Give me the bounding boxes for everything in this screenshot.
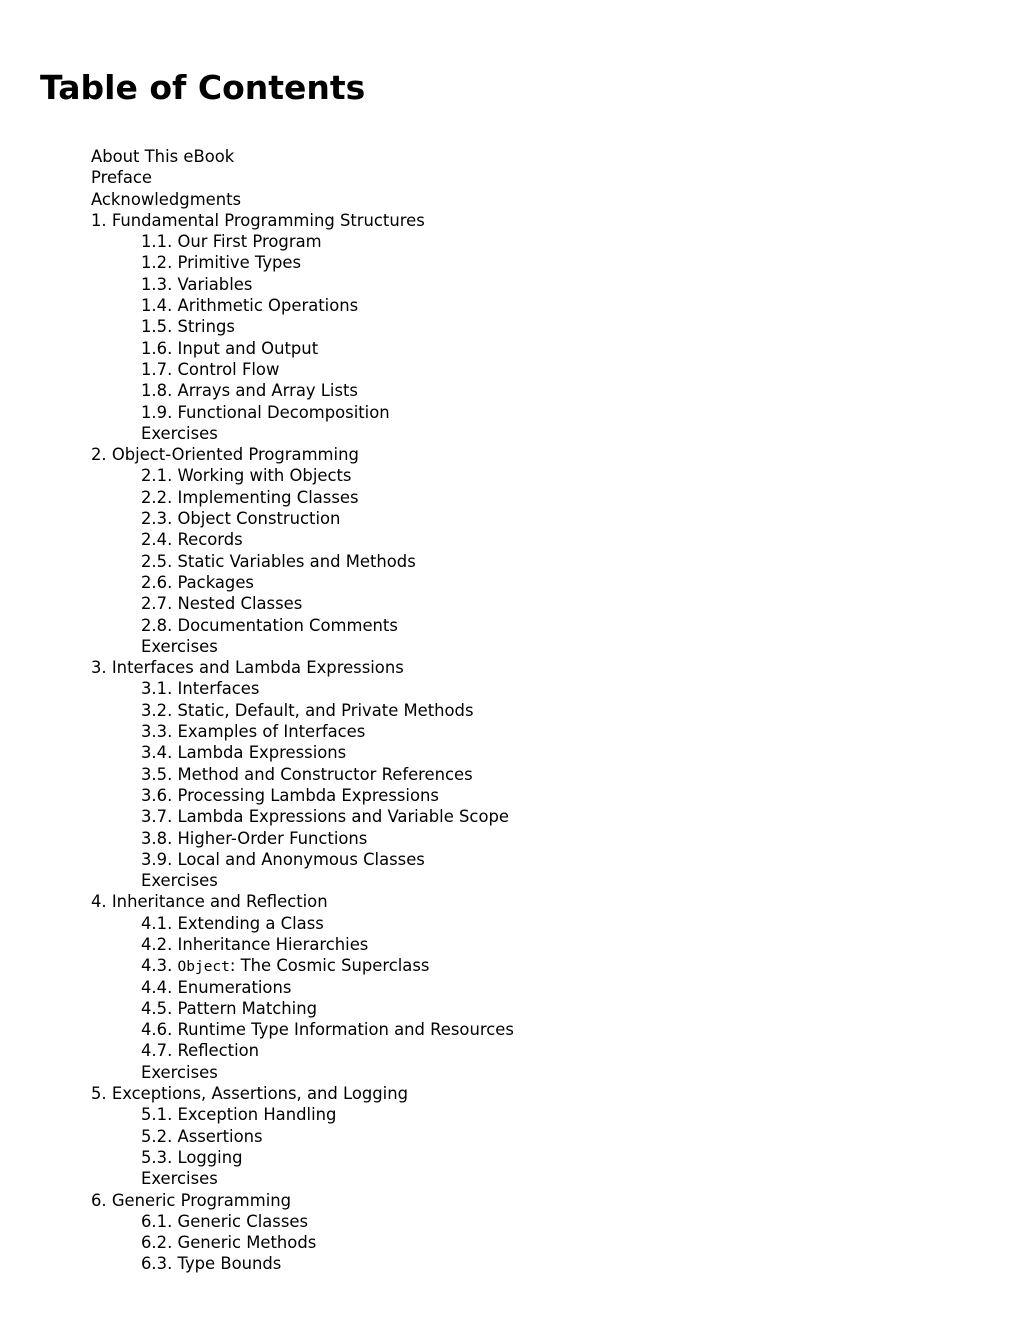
- toc-section-link[interactable]: 1.3. Variables: [141, 274, 253, 294]
- toc-section-link[interactable]: 4.1. Extending a Class: [141, 913, 324, 933]
- toc-section-link[interactable]: 2.1. Working with Objects: [141, 466, 352, 486]
- toc-chapter-link[interactable]: About This eBook: [91, 147, 235, 166]
- toc-section-link[interactable]: 2.2. Implementing Classes: [141, 487, 359, 507]
- toc-section-link[interactable]: 1.2. Primitive Types: [141, 253, 302, 273]
- toc-section-link[interactable]: 3.1. Interfaces: [141, 679, 260, 699]
- toc-section-link[interactable]: 6.1. Generic Classes: [141, 1211, 309, 1231]
- table-of-contents-list: [91, 146, 514, 1275]
- toc-section-link[interactable]: 4.2. Inheritance Hierarchies: [141, 934, 369, 954]
- toc-section-link[interactable]: 6.3. Type Bounds: [141, 1254, 282, 1274]
- toc-section-link[interactable]: 2.7. Nested Classes: [141, 594, 303, 614]
- toc-section-link[interactable]: 3.6. Processing Lambda Expressions: [141, 785, 439, 805]
- toc-chapter-link[interactable]: 5. Exceptions, Assertions, and Logging: [91, 1084, 409, 1104]
- toc-chapter-link[interactable]: 4. Inheritance and Reflection: [91, 892, 328, 912]
- toc-section-link[interactable]: Exercises: [141, 871, 218, 891]
- toc-section-link[interactable]: 5.3. Logging: [141, 1147, 243, 1167]
- toc-section-link[interactable]: 5.1. Exception Handling: [141, 1105, 337, 1125]
- toc-section-link[interactable]: Exercises: [141, 636, 218, 656]
- toc-section-link[interactable]: 4.5. Pattern Matching: [141, 998, 318, 1018]
- toc-section-link[interactable]: 4.6. Runtime Type Information and Resources: [141, 1020, 514, 1040]
- toc-section-link[interactable]: 1.9. Functional Decomposition: [141, 402, 390, 422]
- page-title: Table of Contents: [40, 68, 366, 107]
- toc-section-link[interactable]: 1.8. Arrays and Array Lists: [141, 381, 358, 401]
- toc-section-link[interactable]: [91, 955, 514, 976]
- toc-section-link[interactable]: 3.7. Lambda Expressions and Variable Scope: [141, 807, 509, 827]
- toc-section-link[interactable]: Exercises: [141, 423, 218, 443]
- toc-section-link[interactable]: 3.3. Examples of Interfaces: [141, 722, 366, 742]
- toc-chapter-link[interactable]: 3. Interfaces and Lambda Expressions: [91, 658, 404, 678]
- toc-section-link[interactable]: 3.5. Method and Constructor References: [141, 764, 473, 784]
- toc-section-link[interactable]: 1.6. Input and Output: [141, 338, 319, 358]
- toc-section-link[interactable]: 1.5. Strings: [141, 317, 235, 337]
- toc-chapter-link[interactable]: Acknowledgments: [91, 189, 242, 209]
- toc-section-link[interactable]: Exercises: [141, 1169, 218, 1189]
- toc-section-link[interactable]: 3.4. Lambda Expressions: [141, 743, 347, 763]
- toc-section-link[interactable]: 3.9. Local and Anonymous Classes: [141, 849, 425, 869]
- toc-section-link[interactable]: 2.3. Object Construction: [141, 509, 341, 529]
- toc-section-link[interactable]: 4.4. Enumerations: [141, 977, 292, 997]
- toc-section-link[interactable]: 3.8. Higher-Order Functions: [141, 828, 368, 848]
- toc-section-link[interactable]: 3.2. Static, Default, and Private Methods: [141, 700, 474, 720]
- toc-chapter-link[interactable]: 6. Generic Programming: [91, 1190, 292, 1210]
- toc-section-link[interactable]: 1.7. Control Flow: [141, 359, 280, 379]
- toc-section-link[interactable]: Exercises: [141, 1062, 218, 1082]
- toc-entry-number: 4.3.: [141, 956, 178, 976]
- toc-section-link[interactable]: 4.7. Reflection: [141, 1041, 260, 1061]
- toc-section-link[interactable]: 2.6. Packages: [141, 572, 254, 592]
- toc-section-link[interactable]: 2.8. Documentation Comments: [141, 615, 398, 635]
- toc-section-link[interactable]: 1.4. Arithmetic Operations: [141, 296, 359, 316]
- toc-section-link[interactable]: 2.4. Records: [141, 530, 243, 550]
- toc-chapter-link[interactable]: 2. Object-Oriented Programming: [91, 445, 359, 465]
- toc-entry-code-term: Object: [177, 959, 230, 976]
- toc-section-link[interactable]: 2.5. Static Variables and Methods: [141, 551, 416, 571]
- toc-chapter-link[interactable]: 1. Fundamental Programming Structures: [91, 210, 425, 230]
- toc-section-link[interactable]: 6.2. Generic Methods: [141, 1233, 317, 1253]
- toc-entry-label: : The Cosmic Superclass: [229, 956, 430, 976]
- toc-section-link[interactable]: 5.2. Assertions: [141, 1126, 263, 1146]
- toc-section-link[interactable]: 1.1. Our First Program: [141, 232, 322, 252]
- toc-chapter-link[interactable]: Preface: [91, 168, 152, 188]
